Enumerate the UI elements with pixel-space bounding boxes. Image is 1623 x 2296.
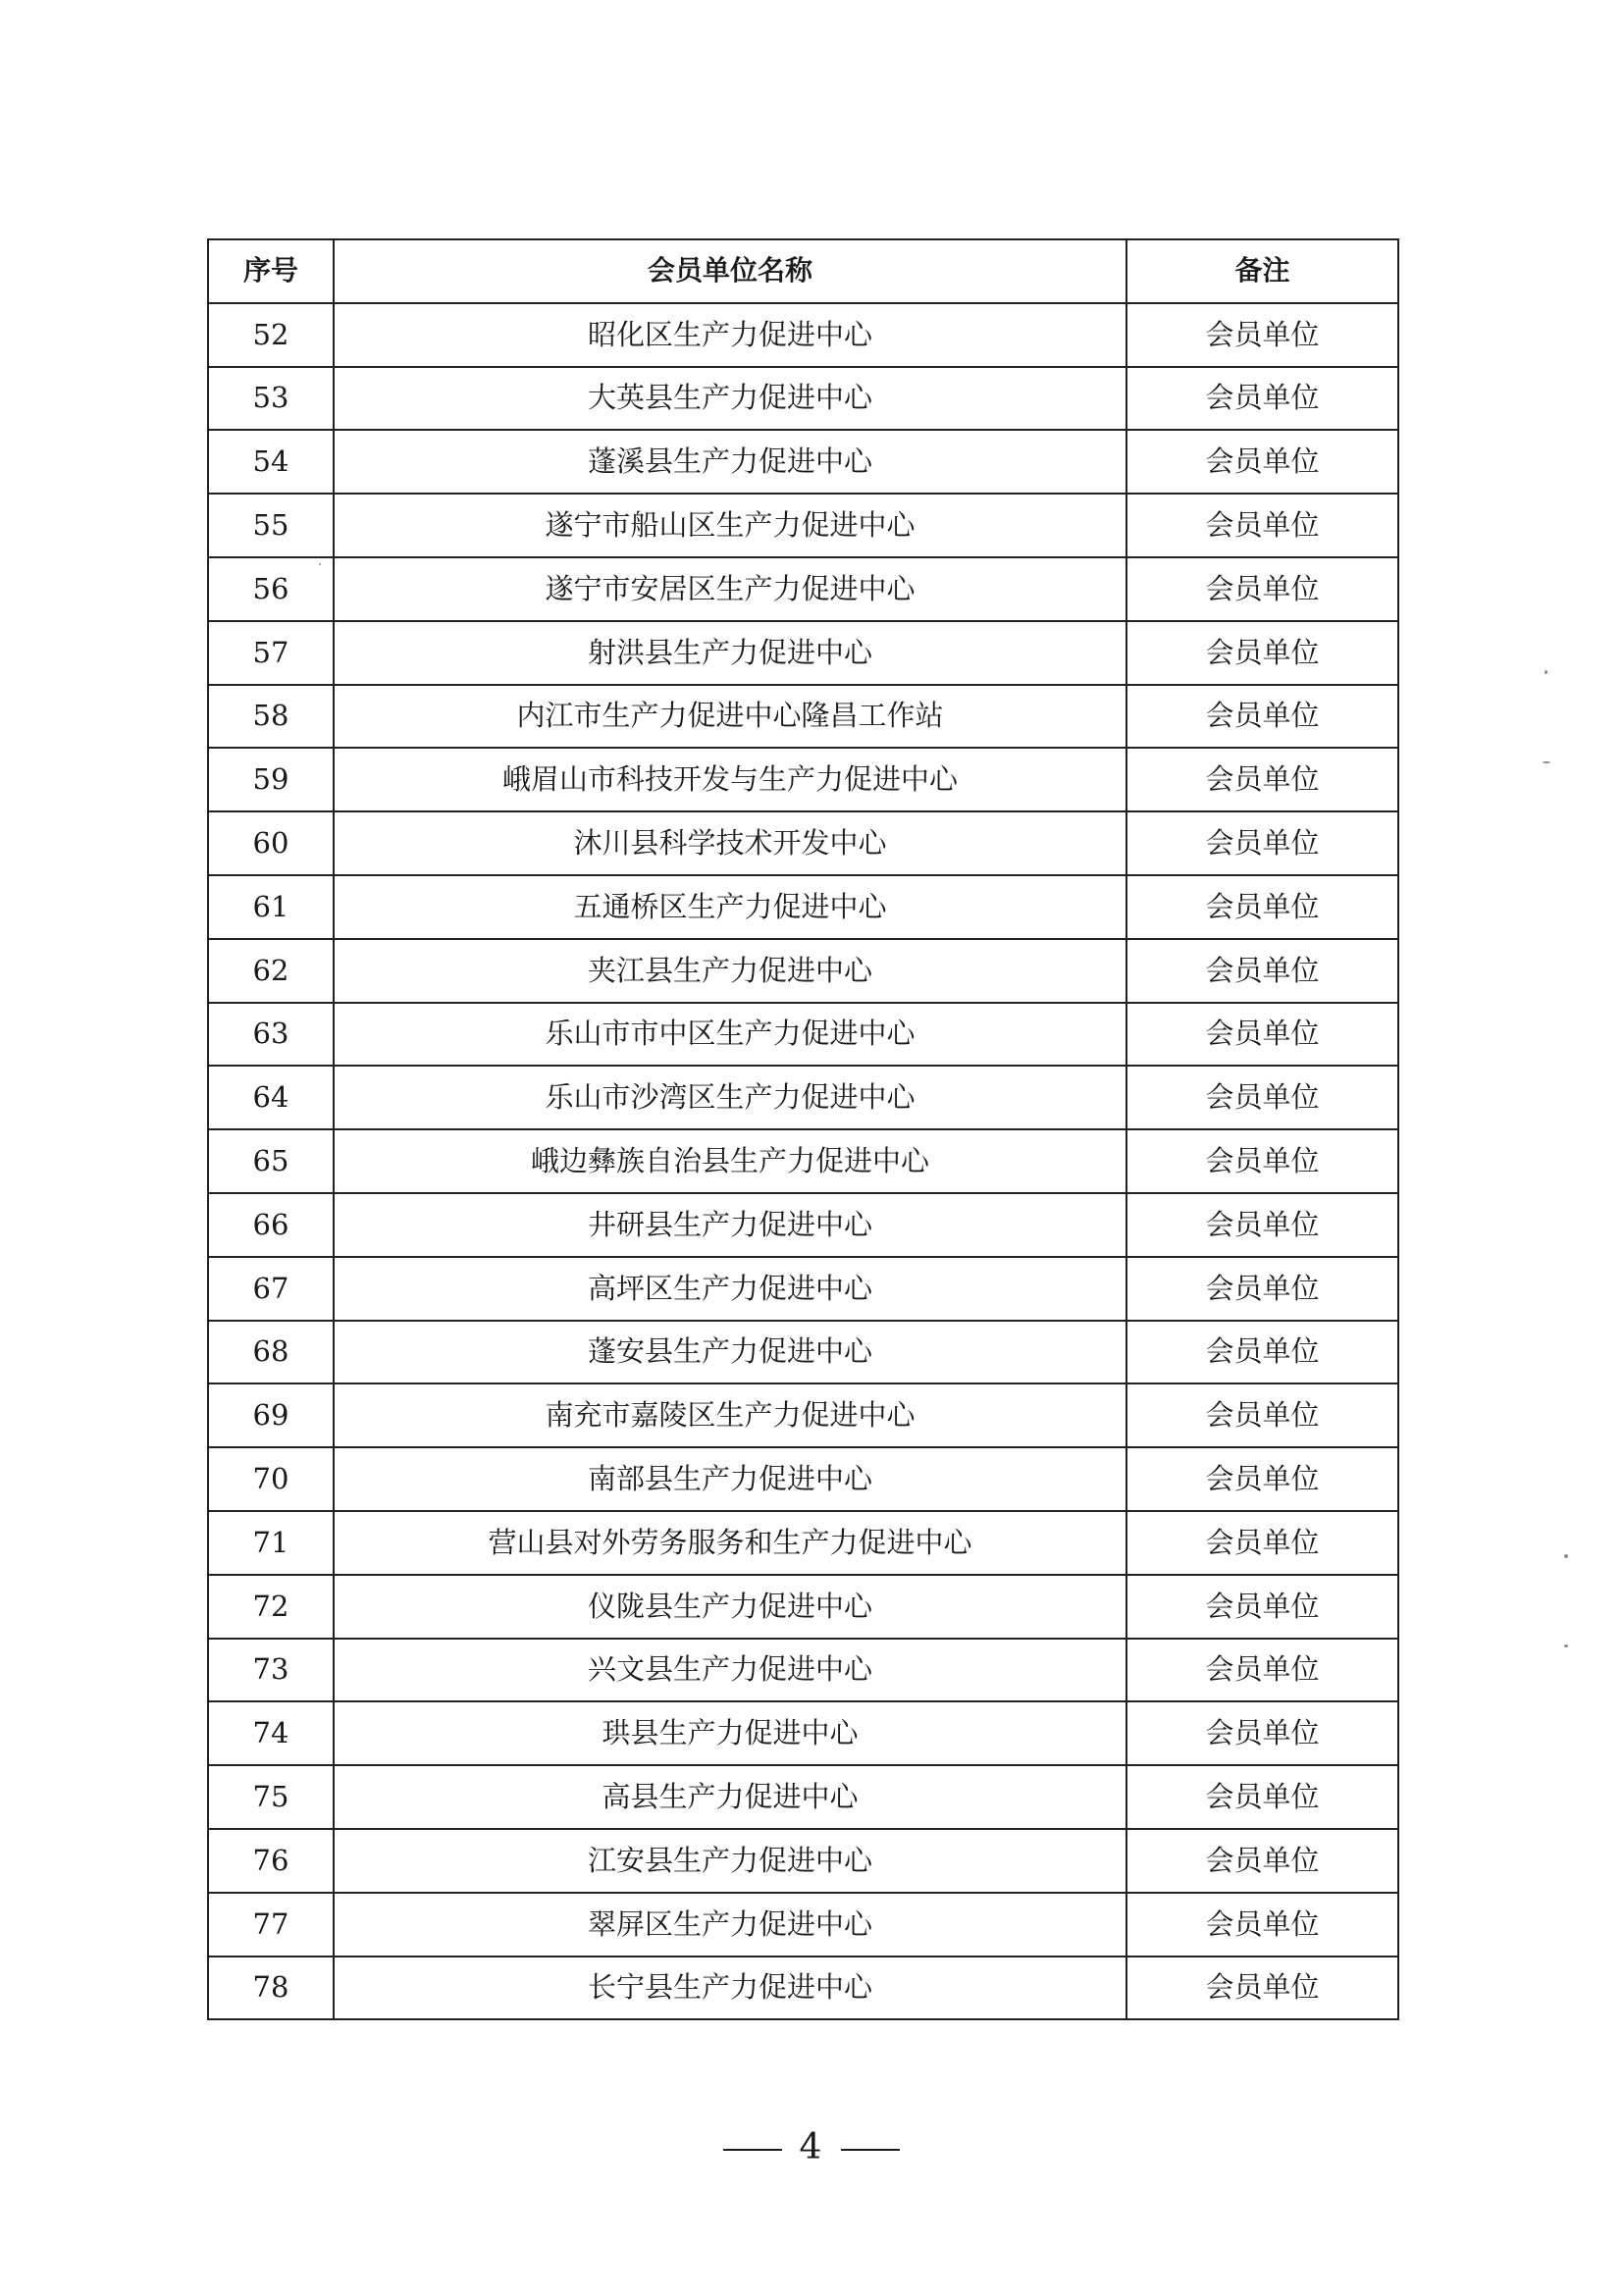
- row-note-cell: 会员单位: [1126, 1829, 1398, 1893]
- scan-speck: [1564, 1554, 1568, 1558]
- table-row: [208, 1765, 1398, 1829]
- table-row: [208, 1957, 1398, 2020]
- row-number-cell: 73: [208, 1639, 334, 1702]
- row-note-cell: 会员单位: [1126, 1193, 1398, 1257]
- row-note-cell: 会员单位: [1126, 1957, 1398, 2020]
- row-number-cell: 57: [208, 621, 334, 685]
- row-number-cell: 64: [208, 1066, 334, 1129]
- row-number-cell: 75: [208, 1765, 334, 1829]
- table-row: [208, 1129, 1398, 1193]
- row-note-cell: 会员单位: [1126, 1893, 1398, 1957]
- row-number-cell: 66: [208, 1193, 334, 1257]
- header-row: [208, 239, 1398, 303]
- row-note-cell: 会员单位: [1126, 367, 1398, 431]
- row-note-cell: 会员单位: [1126, 1003, 1398, 1067]
- row-name-cell: 蓬安县生产力促进中心: [334, 1321, 1126, 1384]
- scan-speck: [1544, 670, 1547, 674]
- member-table-body: [208, 303, 1398, 2020]
- row-name-cell: 遂宁市安居区生产力促进中心: [334, 557, 1126, 621]
- row-number-cell: 58: [208, 685, 334, 749]
- row-note-cell: 会员单位: [1126, 557, 1398, 621]
- row-name-cell: 井研县生产力促进中心: [334, 1193, 1126, 1257]
- row-name-cell: 五通桥区生产力促进中心: [334, 875, 1126, 939]
- row-number-cell: 62: [208, 939, 334, 1003]
- table-row: [208, 875, 1398, 939]
- row-number-cell: 71: [208, 1511, 334, 1575]
- table-row: [208, 1066, 1398, 1129]
- row-number-cell: 65: [208, 1129, 334, 1193]
- row-note-cell: 会员单位: [1126, 1639, 1398, 1702]
- row-name-cell: 江安县生产力促进中心: [334, 1829, 1126, 1893]
- row-number-cell: 76: [208, 1829, 334, 1893]
- table-row: [208, 1003, 1398, 1067]
- row-number-cell: 77: [208, 1893, 334, 1957]
- header-note: 备注: [1126, 239, 1398, 303]
- row-note-cell: 会员单位: [1126, 494, 1398, 557]
- row-number-cell: 56: [208, 557, 334, 621]
- row-name-cell: 兴文县生产力促进中心: [334, 1639, 1126, 1702]
- table-row: [208, 811, 1398, 875]
- row-note-cell: 会员单位: [1126, 1257, 1398, 1321]
- table-row: [208, 367, 1398, 431]
- table-row: [208, 1701, 1398, 1765]
- row-note-cell: 会员单位: [1126, 1701, 1398, 1765]
- row-number-cell: 67: [208, 1257, 334, 1321]
- row-name-cell: 峨眉山市科技开发与生产力促进中心: [334, 748, 1126, 811]
- row-number-cell: 61: [208, 875, 334, 939]
- row-number-cell: 74: [208, 1701, 334, 1765]
- row-name-cell: 乐山市沙湾区生产力促进中心: [334, 1066, 1126, 1129]
- table-row: [208, 1257, 1398, 1321]
- table-row: [208, 1829, 1398, 1893]
- header-number: 序号: [208, 239, 334, 303]
- left-dash: [723, 2149, 782, 2151]
- row-number-cell: 68: [208, 1321, 334, 1384]
- row-number-cell: 59: [208, 748, 334, 811]
- row-name-cell: 仪陇县生产力促进中心: [334, 1575, 1126, 1639]
- table-row: [208, 1193, 1398, 1257]
- table-row: [208, 303, 1398, 367]
- row-name-cell: 南部县生产力促进中心: [334, 1447, 1126, 1511]
- table-row: [208, 1511, 1398, 1575]
- row-number-cell: 78: [208, 1957, 334, 2020]
- row-name-cell: 珙县生产力促进中心: [334, 1701, 1126, 1765]
- table-row: [208, 685, 1398, 749]
- row-note-cell: 会员单位: [1126, 1765, 1398, 1829]
- table-row: [208, 494, 1398, 557]
- row-note-cell: 会员单位: [1126, 1066, 1398, 1129]
- row-note-cell: 会员单位: [1126, 748, 1398, 811]
- row-name-cell: 营山县对外劳务服务和生产力促进中心: [334, 1511, 1126, 1575]
- header-name: 会员单位名称: [334, 239, 1126, 303]
- row-name-cell: 南充市嘉陵区生产力促进中心: [334, 1383, 1126, 1447]
- right-dash: [841, 2149, 900, 2151]
- row-note-cell: 会员单位: [1126, 1383, 1398, 1447]
- row-number-cell: 69: [208, 1383, 334, 1447]
- row-number-cell: 60: [208, 811, 334, 875]
- row-note-cell: 会员单位: [1126, 1129, 1398, 1193]
- row-name-cell: 昭化区生产力促进中心: [334, 303, 1126, 367]
- row-note-cell: 会员单位: [1126, 811, 1398, 875]
- table-row: [208, 748, 1398, 811]
- row-name-cell: 夹江县生产力促进中心: [334, 939, 1126, 1003]
- page-number: 4: [799, 2127, 824, 2167]
- row-name-cell: 内江市生产力促进中心隆昌工作站: [334, 685, 1126, 749]
- scan-speck: [1564, 1644, 1568, 1647]
- row-name-cell: 高坪区生产力促进中心: [334, 1257, 1126, 1321]
- table-row: [208, 1383, 1398, 1447]
- row-number-cell: 54: [208, 430, 334, 494]
- row-note-cell: 会员单位: [1126, 621, 1398, 685]
- row-note-cell: 会员单位: [1126, 1447, 1398, 1511]
- table-row: [208, 1447, 1398, 1511]
- table-row: [208, 1893, 1398, 1957]
- row-name-cell: 沐川县科学技术开发中心: [334, 811, 1126, 875]
- row-note-cell: 会员单位: [1126, 1511, 1398, 1575]
- row-number-cell: 72: [208, 1575, 334, 1639]
- row-note-cell: 会员单位: [1126, 430, 1398, 494]
- row-name-cell: 高县生产力促进中心: [334, 1765, 1126, 1829]
- row-note-cell: 会员单位: [1126, 1575, 1398, 1639]
- table-row: [208, 1575, 1398, 1639]
- row-name-cell: 峨边彝族自治县生产力促进中心: [334, 1129, 1126, 1193]
- member-table: [207, 238, 1399, 2020]
- member-table-header: [208, 239, 1398, 303]
- row-number-cell: 53: [208, 367, 334, 431]
- row-name-cell: 翠屏区生产力促进中心: [334, 1893, 1126, 1957]
- table-row: [208, 557, 1398, 621]
- table-row: [208, 1321, 1398, 1384]
- row-number-cell: 55: [208, 494, 334, 557]
- table-row: [208, 1639, 1398, 1702]
- row-note-cell: 会员单位: [1126, 685, 1398, 749]
- row-name-cell: 大英县生产力促进中心: [334, 367, 1126, 431]
- row-note-cell: 会员单位: [1126, 939, 1398, 1003]
- row-note-cell: 会员单位: [1126, 875, 1398, 939]
- row-name-cell: 长宁县生产力促进中心: [334, 1957, 1126, 2020]
- row-name-cell: 蓬溪县生产力促进中心: [334, 430, 1126, 494]
- row-note-cell: 会员单位: [1126, 303, 1398, 367]
- row-number-cell: 70: [208, 1447, 334, 1511]
- row-name-cell: 射洪县生产力促进中心: [334, 621, 1126, 685]
- table-row: [208, 939, 1398, 1003]
- scan-speck: [1543, 761, 1550, 763]
- row-name-cell: 乐山市市中区生产力促进中心: [334, 1003, 1126, 1067]
- row-number-cell: 52: [208, 303, 334, 367]
- row-number-cell: 63: [208, 1003, 334, 1067]
- table-row: [208, 621, 1398, 685]
- row-note-cell: 会员单位: [1126, 1321, 1398, 1384]
- scan-speck: [319, 563, 321, 565]
- row-name-cell: 遂宁市船山区生产力促进中心: [334, 494, 1126, 557]
- page-footer: [0, 2127, 1623, 2167]
- table-row: [208, 430, 1398, 494]
